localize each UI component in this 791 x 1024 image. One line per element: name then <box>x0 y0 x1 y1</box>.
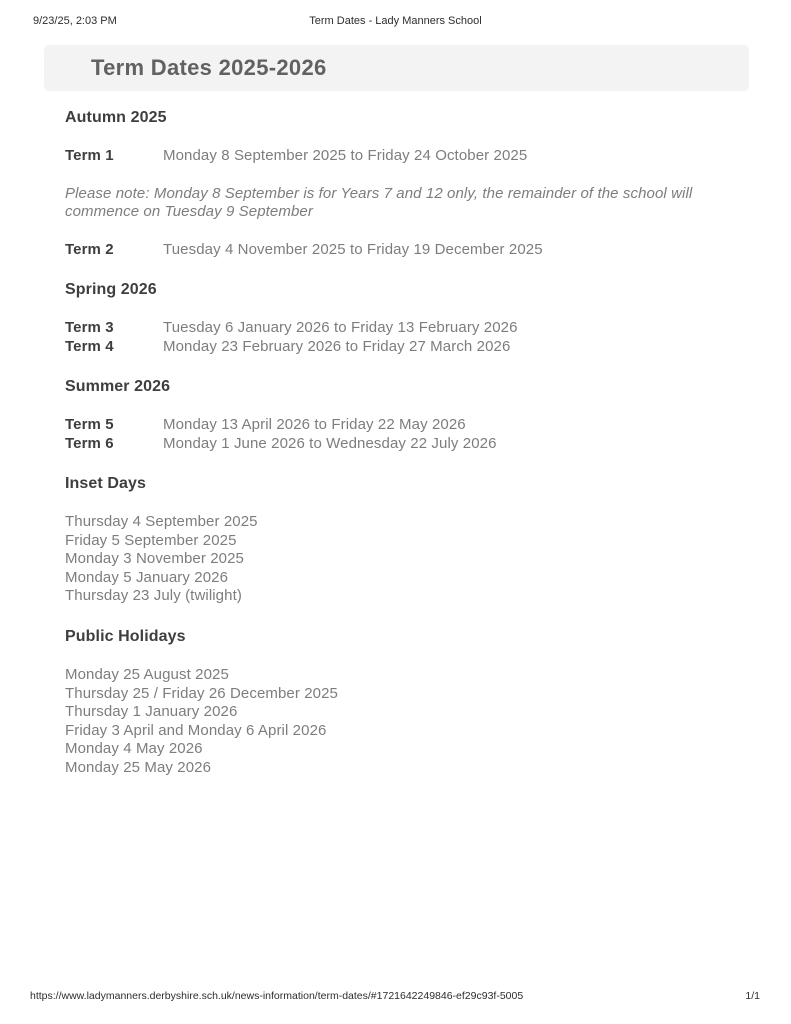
term-label: Term 5 <box>65 416 114 433</box>
print-footer <box>0 990 791 1004</box>
list-item: Thursday 25 / Friday 26 December 2025 <box>65 684 339 702</box>
term-note: Please note: Monday 8 September is for Years 7 and 12 only, the remainder of the school will commence on Tuesday 9 September <box>65 184 693 220</box>
print-document-title: Term Dates - Lady Manners School <box>309 15 482 27</box>
term-label: Term 3 <box>65 319 114 336</box>
list-item: Friday 3 April and Monday 6 April 2026 <box>65 721 327 739</box>
page-title: Term Dates 2025-2026 <box>91 55 327 80</box>
section-heading-summer: Summer 2026 <box>65 378 171 395</box>
term-row <box>65 241 705 260</box>
list-item: Monday 5 January 2026 <box>65 568 229 586</box>
list-item: Thursday 1 January 2026 <box>65 703 238 721</box>
list-item: Friday 5 September 2025 <box>65 531 237 549</box>
term-group <box>65 416 705 453</box>
term-label: Term 1 <box>65 147 114 164</box>
term-dates: Tuesday 4 November 2025 to Friday 19 December 2025 <box>163 240 543 258</box>
term-label: Term 2 <box>65 240 114 258</box>
list-item: Monday 25 August 2025 <box>65 665 229 683</box>
term-row <box>65 319 705 338</box>
term-dates: Monday 23 February 2026 to Friday 27 March 2026 <box>163 337 511 355</box>
document-page <box>44 45 749 799</box>
section-autumn <box>65 108 705 259</box>
list-item: Monday 25 May 2026 <box>65 758 212 776</box>
term-label: Term 6 <box>65 434 114 452</box>
section-heading-autumn: Autumn 2025 <box>65 109 167 126</box>
term-row <box>65 435 705 454</box>
list-item: Monday 3 November 2025 <box>65 550 244 568</box>
public-holidays-list <box>65 666 705 778</box>
term-group <box>65 319 705 356</box>
list-item: Thursday 23 July (twilight) <box>65 587 242 605</box>
term-row <box>65 416 705 435</box>
term-dates: Tuesday 6 January 2026 to Friday 13 February 2026 <box>163 319 518 336</box>
list-item: Thursday 4 September 2025 <box>65 513 258 530</box>
document-content <box>65 108 705 778</box>
section-inset-days <box>65 474 705 606</box>
section-spring <box>65 280 705 356</box>
section-heading-inset-days: Inset Days <box>65 475 147 492</box>
term-row <box>65 147 705 166</box>
section-public-holidays <box>65 627 705 778</box>
section-heading-spring: Spring 2026 <box>65 281 157 298</box>
term-dates: Monday 1 June 2026 to Wednesday 22 July 2026 <box>163 434 497 452</box>
list-item: Monday 4 May 2026 <box>65 740 203 758</box>
print-datetime: 9/23/25, 2:03 PM <box>33 15 117 27</box>
section-summer <box>65 377 705 453</box>
term-dates: Monday 8 September 2025 to Friday 24 October 2025 <box>163 147 528 164</box>
term-row <box>65 338 705 357</box>
inset-days-list <box>65 513 705 606</box>
term-label: Term 4 <box>65 337 114 355</box>
title-banner <box>44 45 749 91</box>
footer-url: https://www.ladymanners.derbyshire.sch.uk/news-information/term-dates/#1721642249846-ef29c93f-5005 <box>30 990 524 1002</box>
page-indicator: 1/1 <box>745 990 760 1002</box>
print-header <box>0 15 791 29</box>
section-heading-public-holidays: Public Holidays <box>65 627 186 645</box>
term-dates: Monday 13 April 2026 to Friday 22 May 2026 <box>163 416 466 433</box>
